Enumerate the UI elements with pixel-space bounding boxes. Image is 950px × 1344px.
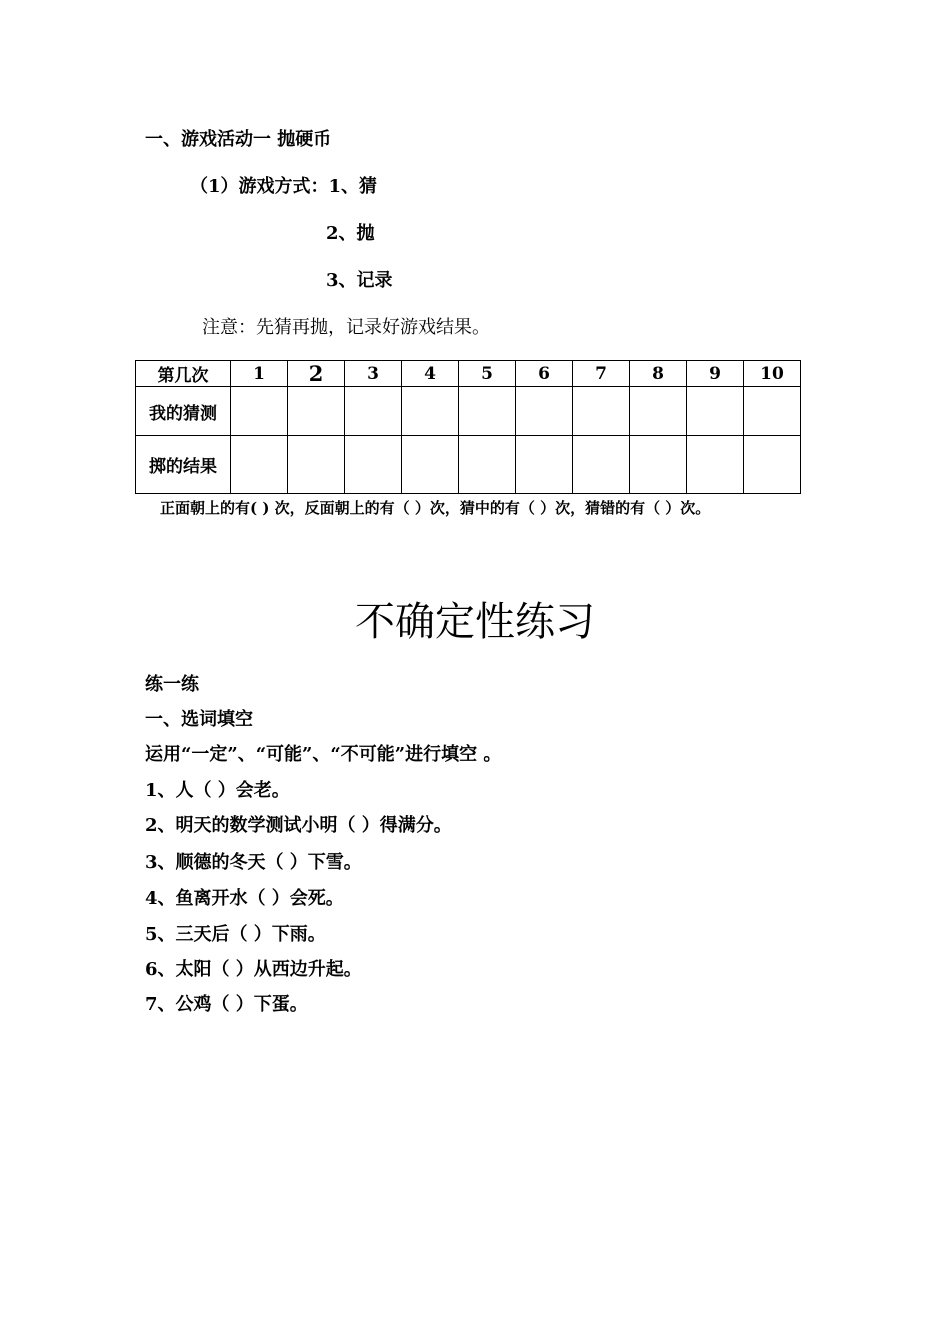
guess-cell[interactable]	[345, 387, 402, 436]
instruction-text: 运用“一定”、“可能”、“不可能”进行填空 。	[145, 744, 502, 765]
question-item: 3、顺德的冬天（ ）下雪。	[145, 852, 362, 873]
column-header: 4	[402, 361, 459, 387]
game-mode-step3: 3、记录	[326, 270, 393, 291]
game-mode-step1: （1）游戏方式：1、猜	[190, 176, 378, 197]
guess-cell[interactable]	[231, 387, 288, 436]
column-header: 9	[687, 361, 744, 387]
column-header: 3	[345, 361, 402, 387]
practice-label: 练一练	[145, 674, 199, 695]
header-label-cell: 第几次	[136, 361, 231, 387]
column-header: 6	[516, 361, 573, 387]
row-label-result: 掷的结果	[136, 436, 231, 494]
section-heading-fill-blank: 一、选词填空	[145, 709, 253, 730]
question-item: 6、太阳（ ）从西边升起。	[145, 959, 362, 980]
result-cell[interactable]	[573, 436, 630, 494]
column-header: 7	[573, 361, 630, 387]
result-cell[interactable]	[516, 436, 573, 494]
page-title: 不确定性练习	[355, 599, 595, 645]
question-item: 2、明天的数学测试小明（ ）得满分。	[145, 815, 452, 836]
guess-cell[interactable]	[573, 387, 630, 436]
result-cell[interactable]	[345, 436, 402, 494]
question-item: 7、公鸡（ ）下蛋。	[145, 994, 308, 1015]
note-text: 注意：先猜再抛，记录好游戏结果。	[202, 317, 490, 338]
table-header-row	[136, 361, 801, 387]
column-header: 2	[288, 361, 345, 387]
question-item: 5、三天后（ ）下雨。	[145, 924, 326, 945]
column-header: 8	[630, 361, 687, 387]
question-item: 1、人（ ）会老。	[145, 780, 290, 801]
record-table	[135, 360, 801, 494]
table-row-guess	[136, 387, 801, 436]
result-cell[interactable]	[687, 436, 744, 494]
guess-cell[interactable]	[687, 387, 744, 436]
column-header: 10	[744, 361, 801, 387]
guess-cell[interactable]	[459, 387, 516, 436]
result-cell[interactable]	[459, 436, 516, 494]
game-mode-step2: 2、抛	[326, 223, 375, 244]
guess-cell[interactable]	[516, 387, 573, 436]
question-item: 4、鱼离开水（ ）会死。	[145, 888, 344, 909]
result-cell[interactable]	[231, 436, 288, 494]
column-header: 1	[231, 361, 288, 387]
guess-cell[interactable]	[744, 387, 801, 436]
guess-cell[interactable]	[402, 387, 459, 436]
result-cell[interactable]	[402, 436, 459, 494]
guess-cell[interactable]	[630, 387, 687, 436]
guess-cell[interactable]	[288, 387, 345, 436]
summary-line: 正面朝上的有( ) 次，反面朝上的有（ ）次，猜中的有（ ）次，猜错的有（ ）次。	[160, 499, 711, 517]
row-label-guess: 我的猜测	[136, 387, 231, 436]
column-header: 5	[459, 361, 516, 387]
table-row-result	[136, 436, 801, 494]
result-cell[interactable]	[630, 436, 687, 494]
section-heading-coin-game: 一、游戏活动一 抛硬币	[145, 129, 332, 150]
result-cell[interactable]	[744, 436, 801, 494]
result-cell[interactable]	[288, 436, 345, 494]
